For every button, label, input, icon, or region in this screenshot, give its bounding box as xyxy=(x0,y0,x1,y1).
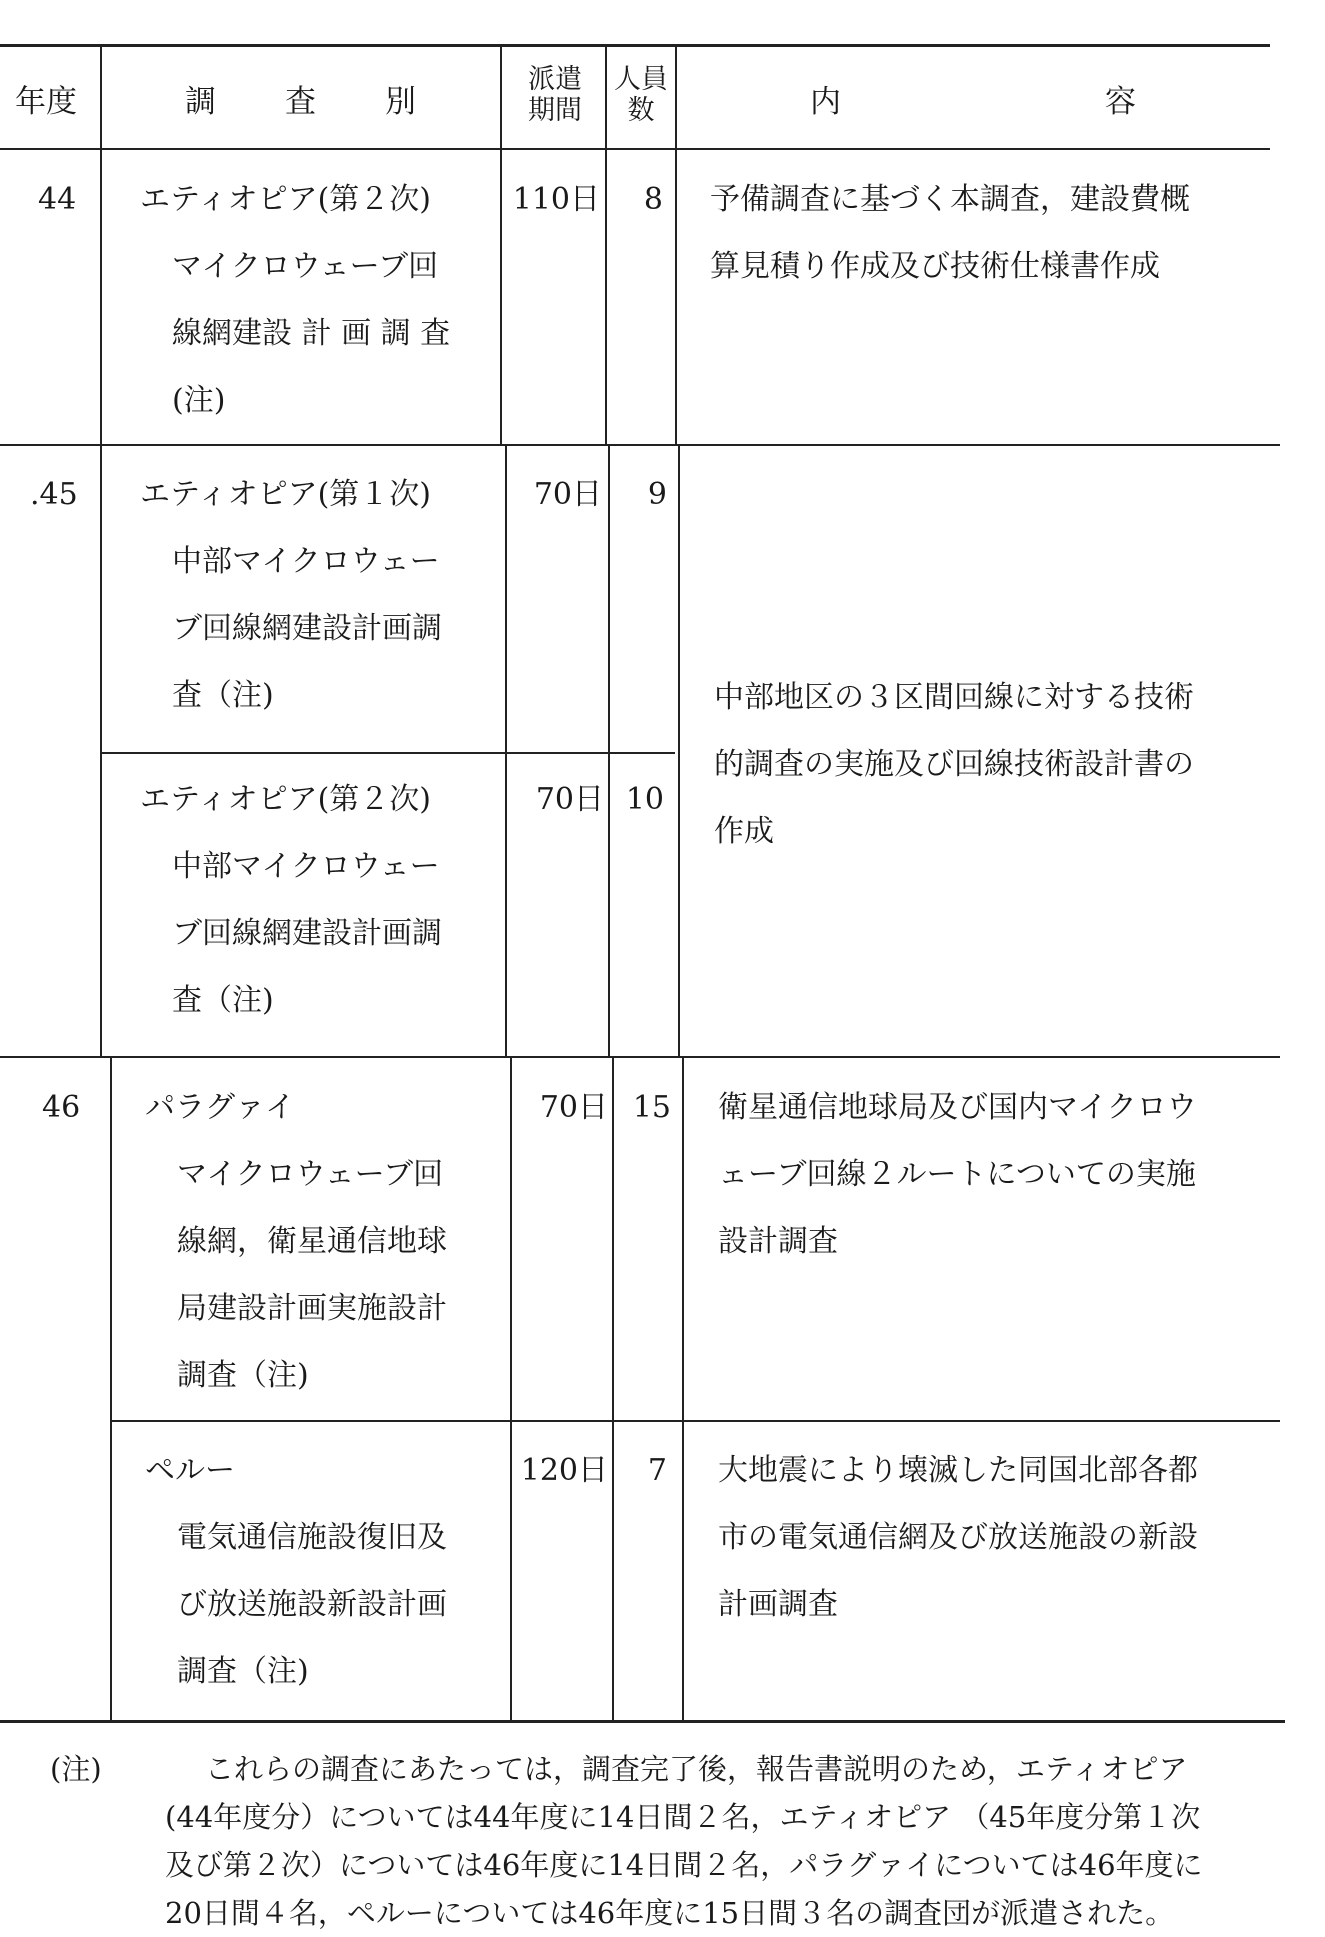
row-44-bottom-rule xyxy=(0,444,1280,446)
row-45-content xyxy=(714,664,1194,865)
row-46a-survey-line: 調査（注) xyxy=(177,1358,309,1393)
header-period-line-1: 派遣 xyxy=(528,64,582,95)
row-46b-survey-line: び放送施設新設計画 xyxy=(177,1587,447,1622)
row-44-survey-line: エティオピア(第２次) xyxy=(140,182,432,217)
row-46b-survey-line: 電気通信施設復旧及 xyxy=(177,1520,447,1555)
col-year-rule xyxy=(100,44,102,444)
row-45a-survey xyxy=(140,461,442,729)
row-46b-content-line: 計画調査 xyxy=(718,1587,838,1622)
row-45b-survey-line: 査（注) xyxy=(172,983,274,1018)
header-content-2: 容 xyxy=(1105,84,1136,120)
row-46a-survey-line: 線網，衛星通信地球 xyxy=(177,1224,447,1259)
row-46a-survey xyxy=(145,1074,447,1409)
row-44-year: 44 xyxy=(38,182,77,217)
col-people-rule xyxy=(675,44,677,444)
row-45a-survey-line: 中部マイクロウェー xyxy=(172,544,440,579)
col-survey-rule xyxy=(500,44,502,444)
row-45a-survey-line: 査（注) xyxy=(172,678,274,713)
row-45b-people: 10 xyxy=(625,782,664,817)
table-top-rule xyxy=(0,44,1270,47)
footnote-mark: (注) xyxy=(50,1752,102,1786)
header-bottom-rule xyxy=(0,148,1270,150)
header-survey-2: 査 xyxy=(285,84,316,120)
row-44-content-line: 算見積り作成及び技術仕様書作成 xyxy=(710,249,1160,284)
row-44-survey-line: 線網建設 計 画 調 査 xyxy=(172,316,451,351)
table-bottom-rule xyxy=(0,1720,1285,1723)
col-people-rule-3 xyxy=(682,1056,684,1720)
row-45b-survey xyxy=(140,766,442,1034)
row-46b-people: 7 xyxy=(647,1453,667,1488)
row-46b-period: 120日 xyxy=(520,1453,608,1488)
header-people-line-1: 人員 xyxy=(614,64,668,95)
footnote-body xyxy=(165,1745,1325,1937)
header-content-1: 内 xyxy=(810,84,841,120)
row-44-period: 110日 xyxy=(512,182,600,217)
row-45b-survey-line: エティオピア(第２次) xyxy=(140,782,432,817)
row-45a-people: 9 xyxy=(647,477,667,512)
row-44-content-line: 予備調査に基づく本調査，建設費概 xyxy=(710,182,1190,217)
col-period-rule-2 xyxy=(608,444,610,1056)
row-44-survey-line: (注) xyxy=(172,383,226,418)
row-46b-content xyxy=(718,1437,1198,1638)
row-46a-bottom-rule xyxy=(110,1420,1280,1422)
row-46-year: 46 xyxy=(42,1090,81,1125)
row-45-content-line: 的調査の実施及び回線技術設計書の xyxy=(714,747,1194,782)
row-46b-survey xyxy=(145,1437,447,1705)
row-45b-survey-line: ブ回線網建設計画調 xyxy=(172,916,442,951)
header-people xyxy=(607,64,675,126)
footnote-line: (44年度分）については44年度に14日間２名，エティオピア （45年度分第１次 xyxy=(165,1800,1201,1834)
col-year-rule-2 xyxy=(100,444,102,1056)
header-period xyxy=(515,64,595,126)
col-period-rule-3 xyxy=(612,1056,614,1720)
col-survey-rule-3 xyxy=(510,1056,512,1720)
row-45b-survey-line: 中部マイクロウェー xyxy=(172,849,440,884)
row-45a-bottom-rule xyxy=(100,752,675,754)
row-46a-survey-line: パラグァイ xyxy=(145,1090,295,1125)
row-45b-period: 70日 xyxy=(535,782,604,817)
row-44-content xyxy=(710,166,1190,300)
row-46a-content-line: 設計調査 xyxy=(718,1224,838,1259)
row-46a-content-line: 衛星通信地球局及び国内マイクロウ xyxy=(718,1090,1197,1125)
row-46a-period: 70日 xyxy=(539,1090,608,1125)
row-44-survey xyxy=(140,166,450,434)
row-45-bottom-rule xyxy=(0,1056,1280,1058)
row-46a-content-line: ェーブ回線２ルートについての実施 xyxy=(718,1157,1196,1192)
row-46a-people: 15 xyxy=(632,1090,671,1125)
row-45-content-line: 作成 xyxy=(714,814,774,849)
row-45-content-line: 中部地区の３区間回線に対する技術 xyxy=(714,680,1194,715)
header-survey-1: 調 xyxy=(185,84,216,120)
footnote-line: 及び第２次）については46年度に14日間２名，パラグァイについては46年度に xyxy=(165,1848,1203,1882)
survey-table xyxy=(0,44,1290,1724)
col-people-rule-2 xyxy=(678,444,680,1056)
row-46a-content xyxy=(718,1074,1197,1275)
row-46a-survey-line: マイクロウェーブ回 xyxy=(177,1157,444,1192)
col-survey-rule-2 xyxy=(505,444,507,1056)
footnote-line: これらの調査にあたっては，調査完了後，報告書説明のため，エティオピア xyxy=(205,1752,1188,1786)
row-46b-content-line: 市の電気通信網及び放送施設の新設 xyxy=(718,1520,1198,1555)
row-46a-survey-line: 局建設計画実施設計 xyxy=(177,1291,447,1326)
header-people-line-2: 数 xyxy=(627,95,655,126)
row-44-people: 8 xyxy=(643,182,663,217)
row-45a-survey-line: ブ回線網建設計画調 xyxy=(172,611,442,646)
row-46b-content-line: 大地震により壊滅した同国北部各都 xyxy=(718,1453,1198,1488)
col-year-rule-3 xyxy=(110,1056,112,1720)
row-45a-survey-line: エティオピア(第１次) xyxy=(140,477,432,512)
row-46b-survey-line: 調査（注) xyxy=(177,1654,309,1689)
header-survey-3: 別 xyxy=(385,84,416,120)
row-44-survey-line: マイクロウェーブ回 xyxy=(172,249,439,284)
footnote-line: 20日間４名，ペルーについては46年度に15日間３名の調査団が派遣された。 xyxy=(165,1896,1175,1930)
row-46b-survey-line: ペルー xyxy=(145,1453,235,1488)
row-45-year: .45 xyxy=(30,477,78,512)
row-45a-period: 70日 xyxy=(533,477,602,512)
header-year: 年度 xyxy=(15,84,77,120)
header-period-line-2: 期間 xyxy=(528,95,582,126)
